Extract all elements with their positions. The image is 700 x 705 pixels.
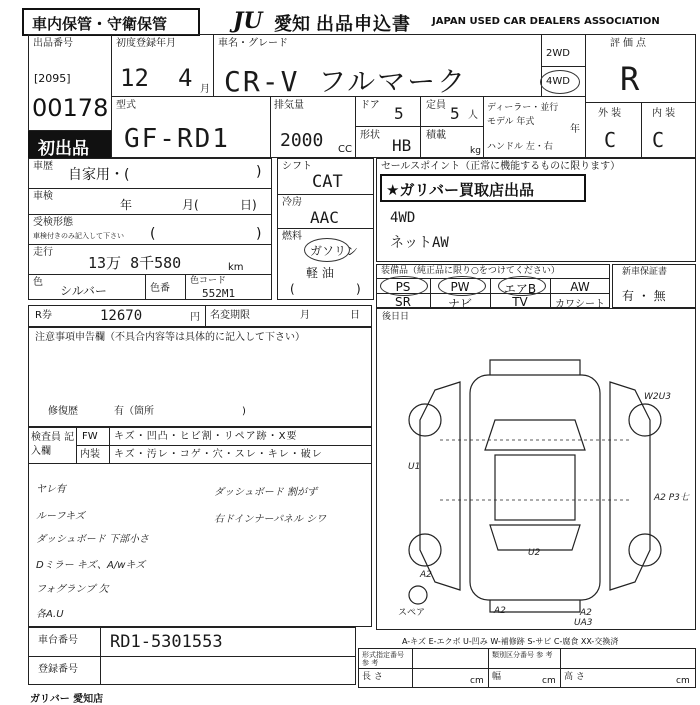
diagram-mark-8: UA3	[574, 618, 593, 628]
history-label: 車歴	[33, 161, 53, 172]
notes-label: 注意事項申告欄（不具合内容等は具体的に記入して下さい）	[35, 332, 305, 343]
diagram-mark-3: A2	[420, 570, 432, 580]
type-designation-label: 形式指定番号 参 考	[362, 651, 404, 667]
remark-6: 各A.U	[36, 609, 64, 620]
shift-value: CAT	[312, 172, 343, 192]
first-listing-badge: 初出品	[28, 131, 111, 158]
shape-value: HB	[392, 136, 412, 155]
name-change-month: 月	[300, 310, 310, 321]
displacement-label: 排気量	[274, 100, 304, 111]
remark-3: ダッシュボード 下部小さ	[36, 534, 149, 545]
warranty-options: 有 ・ 無	[622, 289, 666, 303]
equip-seat: カワシート	[555, 299, 605, 310]
recycle-row	[28, 305, 372, 327]
aircon-label: 冷房	[282, 197, 302, 208]
form-title: 出品申込書	[316, 14, 411, 35]
later-label: 後日日	[382, 312, 410, 322]
displacement-unit: CC	[338, 144, 352, 155]
exterior-label: 外 装	[598, 108, 622, 119]
inspection-day: 日)	[240, 198, 257, 212]
repair-value: 有（箇所	[114, 406, 154, 417]
color-value: シルバー	[60, 284, 107, 298]
handle-label: ハンドル 左・右	[487, 142, 553, 152]
lot-small-number: [2095]	[34, 72, 71, 85]
pw-circle	[438, 276, 486, 296]
fuel-circle	[304, 238, 350, 262]
fuel-label: 燃料	[282, 231, 302, 242]
diagram-mark-1: W2U3	[644, 392, 671, 402]
equip-aw: AW	[570, 280, 590, 294]
registration-year: 12	[120, 64, 149, 92]
storage-box	[22, 8, 200, 36]
car-damage-diagram	[400, 350, 690, 620]
name-change-day: 日	[350, 310, 360, 321]
damage-legend: A-キズ E-エクボ U-凹み W-補修跡 S-サビ C-腐食 XX-交換済	[402, 637, 619, 646]
grade-value: R	[620, 60, 640, 98]
storage-label: 車内保管・守衛保管	[32, 15, 168, 33]
receipt-close: )	[256, 226, 262, 242]
lot-number-label: 出品番号	[33, 38, 73, 49]
remark-right-2: 右ドインナーパネル シワ	[214, 514, 327, 525]
fw-label: FW	[82, 431, 98, 442]
registration-number-label: 登録番号	[38, 664, 78, 675]
fuel-value: ガソリン	[310, 244, 359, 258]
registration-month: 4	[178, 64, 193, 92]
diagram-mark-7: A2 P3七	[654, 493, 689, 503]
diagram-mark-5: A2	[494, 606, 506, 616]
mileage-label: 走行	[33, 247, 53, 258]
recycle-unit: 円	[190, 312, 200, 323]
equip-pw: PW	[450, 280, 470, 294]
spare-label: スペア	[398, 608, 426, 618]
lot-number: 00178	[32, 94, 109, 122]
equipment-label: 装備品（純正品に限り○をつけてください）	[381, 266, 560, 276]
mileage-value: 13万 8千580	[88, 254, 182, 272]
first-registration-label: 初度登録年月	[116, 38, 176, 49]
model-value: GF-RD1	[124, 124, 230, 154]
association-name: JAPAN USED CAR DEALERS ASSOCIATION	[432, 16, 660, 27]
name-change-label: 名変期限	[210, 310, 250, 321]
interior-check-text: キズ・汚レ・コゲ・穴・スレ・キレ・破レ	[114, 449, 323, 460]
width-label: 幅	[492, 672, 502, 682]
history-value: 自家用・(	[68, 167, 130, 183]
load-label: 積載	[426, 130, 446, 141]
diagram-mark-4: U2	[528, 548, 541, 558]
load-unit: kg	[470, 146, 481, 156]
org-name: 愛知	[274, 14, 310, 35]
length-label: 長 さ	[362, 672, 383, 682]
inspection-year: 年	[120, 198, 133, 212]
displacement-value: 2000	[280, 130, 324, 151]
recycle-label: R券	[35, 310, 52, 321]
color-label: 色	[33, 277, 43, 288]
sales-point-2: ネットAW	[390, 235, 449, 251]
two-wd-option: 2WD	[546, 48, 570, 59]
interior-grade: C	[652, 128, 665, 152]
color-number-label: 色番	[150, 283, 170, 294]
height-unit: cm	[676, 676, 690, 686]
color-code-label: 色コード	[190, 276, 227, 286]
remark-5: フォグランプ 欠	[36, 584, 109, 595]
doors-label: ドア	[360, 100, 380, 111]
history-close: )	[256, 164, 262, 180]
inspection-label: 車検	[33, 191, 53, 202]
model-label: 型式	[116, 100, 136, 111]
chassis-value: RD1-5301553	[110, 632, 223, 652]
remark-right-1: ダッシュボード 割がず	[214, 487, 317, 498]
four-wd-option: 4WD	[546, 76, 570, 87]
mileage-unit: km	[228, 262, 244, 273]
airbag-circle	[498, 276, 546, 296]
month-unit: 月	[200, 84, 210, 95]
repair-close: )	[242, 406, 246, 417]
fuel-open: (	[290, 282, 295, 296]
interior-check-label: 内装	[80, 449, 100, 460]
width-unit: cm	[542, 676, 556, 686]
footer-hint: ガリバー 愛知店	[30, 694, 104, 705]
ps-circle	[380, 276, 428, 296]
inspector-label: 検査員 記入欄	[31, 432, 75, 457]
receipt-open: (	[150, 226, 156, 242]
aircon-value: AAC	[310, 208, 339, 227]
remark-4: Dミラー キズ、A/wキズ	[36, 560, 146, 571]
class-number-label: 類別区分番号 参 考	[492, 651, 553, 659]
equip-airbag: エアB	[503, 282, 537, 296]
inspection-month: 月(	[182, 198, 199, 212]
capacity-value: 5	[450, 104, 460, 123]
model-year-label: モデル 年式	[487, 117, 535, 127]
receipt-label: 受検形態	[33, 217, 73, 228]
car-name-value: CR-V フルマーク	[224, 65, 468, 98]
car-name-label: 車名・グレード	[218, 38, 288, 49]
fuel-diesel: 軽 油	[306, 266, 334, 280]
equip-sr: SR	[395, 295, 411, 309]
fuel-close: )	[356, 282, 361, 296]
equip-navi: ナビ	[447, 297, 472, 311]
repair-label: 修復歴	[48, 406, 78, 417]
ju-logo: JU	[233, 8, 263, 34]
sales-point-label: セールスポイント（正常に機能するものに限ります）	[381, 161, 621, 172]
remark-2: ルーフキズ	[36, 511, 85, 522]
shape-label: 形状	[360, 130, 380, 141]
color-code-value: 552M1	[202, 287, 236, 300]
grade-label: 評価点	[610, 38, 649, 49]
length-unit: cm	[470, 676, 484, 686]
receipt-note: 車検付きのみ記入して下さい	[33, 232, 124, 240]
dealer-label: ディーラー・並行	[487, 103, 559, 113]
fw-text: キズ・凹凸・ヒビ割・リペア跡・X要	[114, 431, 298, 442]
four-wd-circle	[540, 70, 580, 94]
remark-1: ヤレ有	[36, 484, 66, 495]
sales-banner: ★ガリバー買取店出品	[380, 174, 586, 202]
capacity-unit: 人	[468, 110, 478, 121]
interior-label: 内 装	[652, 108, 676, 119]
recycle-value: 12670	[100, 308, 143, 324]
sales-point-1: 4WD	[390, 210, 416, 226]
chassis-label: 車台番号	[38, 635, 78, 646]
exterior-grade: C	[604, 128, 617, 152]
diagram-mark-2: U1	[408, 462, 421, 472]
shift-label: シフト	[282, 161, 312, 172]
warranty-label: 新車保証書	[622, 267, 668, 277]
diagram-mark-6: A2	[580, 608, 592, 618]
height-label: 高 さ	[564, 672, 585, 682]
equip-ps: PS	[395, 280, 411, 294]
model-year-unit: 年	[570, 124, 580, 135]
capacity-label: 定員	[426, 100, 446, 111]
equip-tv: TV	[512, 295, 528, 309]
doors-value: 5	[394, 104, 404, 123]
